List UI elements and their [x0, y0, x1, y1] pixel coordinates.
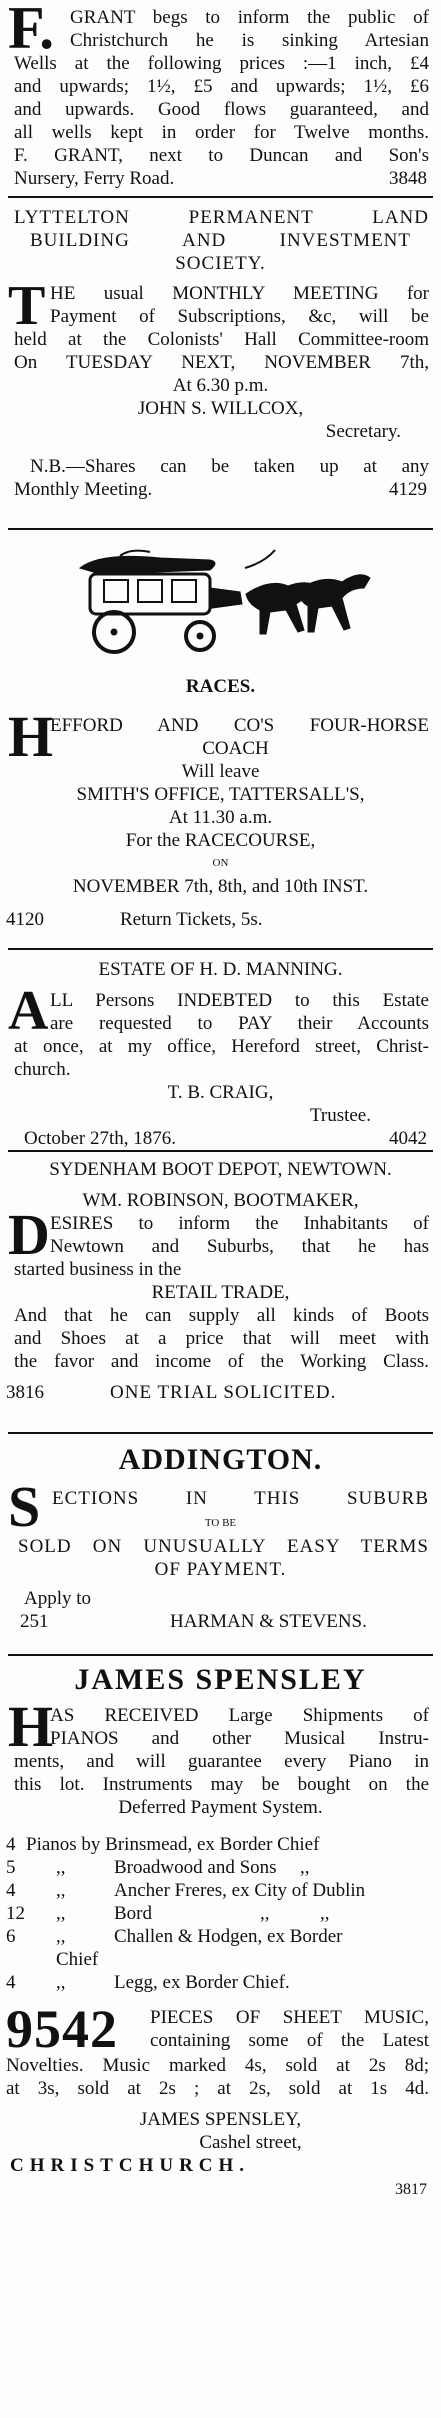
addington-line: SOLD ON UNUSUALLY EASY TERMS	[18, 1536, 429, 1557]
hefford-tickets: Return Tickets, 5s.	[120, 909, 263, 930]
manning-line: LL Persons INDEBTED to this Estate	[50, 990, 429, 1011]
hefford-dropcap: H	[8, 704, 54, 769]
piano-qty: 12	[6, 1903, 25, 1924]
manning-role: Trustee.	[309, 1105, 371, 1126]
grant-dropcap: F.	[8, 0, 55, 61]
manning-line: are requested to PAY their Accounts	[50, 1013, 429, 1034]
music-count: 9542	[6, 1999, 118, 2059]
manning-date: October 27th, 1876.	[24, 1128, 176, 1149]
grant-line: F. GRANT, next to Duncan and Son's	[14, 145, 429, 166]
piano-ditto: ,,	[56, 1903, 66, 1924]
column-rule	[8, 196, 433, 198]
hefford-office: SMITH'S OFFICE, TATTERSALL'S,	[76, 784, 365, 805]
manning-dropcap: A	[8, 980, 49, 1042]
lyttelton-body	[0, 275, 441, 501]
lyttelton-line: held at the Colonists' Hall Committee-room	[14, 329, 429, 350]
piano-ditto: ,,	[56, 1926, 66, 1947]
addington-heading: ADDINGTON.	[118, 1443, 323, 1476]
piano-desc: Legg, ex Border Chief.	[114, 1972, 290, 1993]
ad-ref-number: 4129	[389, 479, 427, 500]
piano-desc: Broadwood and Sons	[114, 1857, 277, 1878]
coach-roof	[80, 556, 215, 574]
grant-line: Wells at the following prices :—1 inch, £4	[14, 53, 429, 74]
spensley-street: Cashel street,	[199, 2132, 302, 2153]
lyttelton-heading: BUILDING AND INVESTMENT	[30, 230, 411, 251]
piano-desc: Ancher Freres, ex City of Dublin	[114, 1880, 366, 1901]
piano-ditto: ,,	[320, 1903, 330, 1924]
column-rule	[8, 528, 433, 530]
sydenham-heading: SYDENHAM BOOT DEPOT, NEWTOWN.	[49, 1159, 392, 1180]
addington-line: OF PAYMENT.	[154, 1559, 287, 1580]
hefford-dates: NOVEMBER 7th, 8th, and 10th INST.	[72, 876, 369, 897]
addington-advert	[0, 1442, 441, 1633]
spensley-line: PIANOS and other Musical Instru-	[50, 1728, 429, 1749]
piano-ditto: ,,	[300, 1857, 310, 1878]
hefford-body	[0, 704, 441, 931]
lyttelton-dropcap: T	[8, 275, 46, 337]
sydenham-line: the favor and income of the Working Class.	[14, 1351, 429, 1372]
spensley-advert	[0, 1662, 441, 2201]
column-rule	[8, 1432, 433, 1434]
lyttelton-advert	[0, 206, 441, 275]
ad-ref-number: 3848	[389, 168, 427, 189]
lyttelton-line: HE usual MONTHLY MEETING for	[50, 283, 429, 304]
hefford-advert	[0, 672, 441, 702]
spensley-dropcap: H	[8, 1694, 54, 1759]
addington-apply: Apply to	[24, 1588, 92, 1609]
sydenham-line: started business in the	[14, 1259, 182, 1280]
grant-line: and upwards. Good flows guaranteed, and	[14, 99, 429, 120]
piano-qty: 4	[6, 1880, 16, 1901]
manning-line: church.	[14, 1059, 71, 1080]
hefford-time: At 11.30 a.m.	[168, 807, 273, 828]
sydenham-advert	[0, 1158, 441, 1404]
sydenham-sub: WM. ROBINSON, BOOTMAKER,	[82, 1190, 359, 1211]
spensley-line: ments, and will guarantee every Piano in	[14, 1751, 429, 1772]
column-rule	[8, 1654, 433, 1656]
ad-ref-number: 4120	[6, 909, 44, 930]
hefford-line: COACH	[202, 738, 269, 759]
grant-line: Christchurch he is sinking Artesian	[70, 30, 429, 51]
piano-desc: Bord	[114, 1903, 152, 1924]
manning-signer: T. B. CRAIG,	[167, 1082, 274, 1103]
sydenham-line: Newtown and Suburbs, that he has	[50, 1236, 429, 1257]
lyttelton-signer: JOHN S. WILLCOX,	[137, 398, 304, 419]
music-line: PIECES OF SHEET MUSIC,	[150, 2007, 429, 2028]
ad-ref-number: 3816	[6, 1382, 44, 1403]
addington-to-be: TO BE	[204, 1517, 237, 1529]
manning-heading: ESTATE OF H. D. MANNING.	[98, 959, 343, 980]
grant-line: all wells kept in order for Twelve months.	[14, 122, 429, 143]
addington-line: ECTIONS IN THIS SUBURB	[52, 1488, 429, 1509]
spensley-line: AS RECEIVED Large Shipments of	[50, 1705, 429, 1726]
sydenham-dropcap: D	[8, 1202, 50, 1267]
hefford-for: For the RACECOURSE,	[125, 830, 316, 851]
spensley-line: this lot. Instruments may be bought on the	[14, 1774, 429, 1795]
spensley-heading: JAMES SPENSLEY	[74, 1663, 367, 1696]
column-rule	[8, 1150, 433, 1152]
sydenham-line: And that he can supply all kinds of Boots	[14, 1305, 429, 1326]
piano-ditto: ,,	[56, 1857, 66, 1878]
piano-desc: Pianos by Brinsmead, ex Border Chief	[26, 1834, 320, 1855]
sydenham-line: and Shoes at a price that will meet with	[14, 1328, 429, 1349]
lyttelton-heading: SOCIETY.	[175, 253, 266, 274]
spensley-city: CHRISTCHURCH.	[10, 2155, 251, 2176]
piano-desc: Chief	[56, 1949, 99, 1970]
hefford-line: EFFORD AND CO'S FOUR-HORSE	[50, 715, 429, 736]
piano-qty: 6	[6, 1926, 16, 1947]
sydenham-tagline: ONE TRIAL SOLICITED.	[110, 1382, 337, 1403]
piano-qty: 5	[6, 1857, 16, 1878]
music-line: containing some of the Latest	[150, 2030, 429, 2051]
piano-qty: 4	[6, 1972, 16, 1993]
ad-ref-number: 4042	[389, 1128, 427, 1149]
grant-advert	[0, 0, 441, 190]
hefford-title: RACES.	[185, 676, 256, 697]
lyttelton-note: N.B.—Shares can be taken up at any	[30, 456, 429, 477]
hefford-on: ON	[212, 857, 229, 869]
spensley-line: Deferred Payment System.	[118, 1797, 323, 1818]
sydenham-line: ESIRES to inform the Inhabitants of	[50, 1213, 429, 1234]
grant-line: Nursery, Ferry Road.	[14, 168, 175, 189]
ad-ref-number: 251	[20, 1611, 49, 1632]
piano-qty: 4	[6, 1834, 16, 1855]
grant-line: and upwards; 1½, £5 and upwards; 1½, £6	[14, 76, 429, 97]
grant-line: GRANT begs to inform the public of	[70, 7, 429, 28]
coach-illustration	[60, 548, 380, 658]
lyttelton-line: Payment of Subscriptions, &c, will be	[50, 306, 429, 327]
column-rule	[8, 948, 433, 950]
manning-advert	[0, 958, 441, 1150]
addington-dropcap: S	[8, 1474, 41, 1539]
lyttelton-line: On TUESDAY NEXT, NOVEMBER 7th,	[14, 352, 429, 373]
lyttelton-role: Secretary.	[325, 421, 401, 442]
piano-ditto: ,,	[56, 1972, 66, 1993]
sydenham-line: RETAIL TRADE,	[151, 1282, 290, 1303]
hefford-will-leave: Will leave	[181, 761, 260, 782]
lyttelton-note: Monthly Meeting.	[14, 479, 153, 500]
addington-agents: HARMAN & STEVENS.	[170, 1611, 367, 1632]
piano-desc: Challen & Hodgen, ex Border	[114, 1926, 343, 1947]
piano-ditto: ,,	[260, 1903, 270, 1924]
spensley-signer: JAMES SPENSLEY,	[139, 2109, 302, 2130]
lyttelton-heading: LYTTELTON PERMANENT LAND	[14, 207, 429, 228]
piano-ditto: ,,	[56, 1880, 66, 1901]
ad-ref-number: 3817	[395, 2181, 427, 2198]
manning-line: at once, at my office, Hereford street, Christ-	[14, 1036, 429, 1057]
music-line: Novelties. Music marked 4s, sold at 2s 8d;	[6, 2055, 429, 2076]
music-line: at 3s, sold at 2s ; at 2s, sold at 1s 4d.	[6, 2078, 429, 2099]
lyttelton-line: At 6.30 p.m.	[172, 375, 269, 396]
